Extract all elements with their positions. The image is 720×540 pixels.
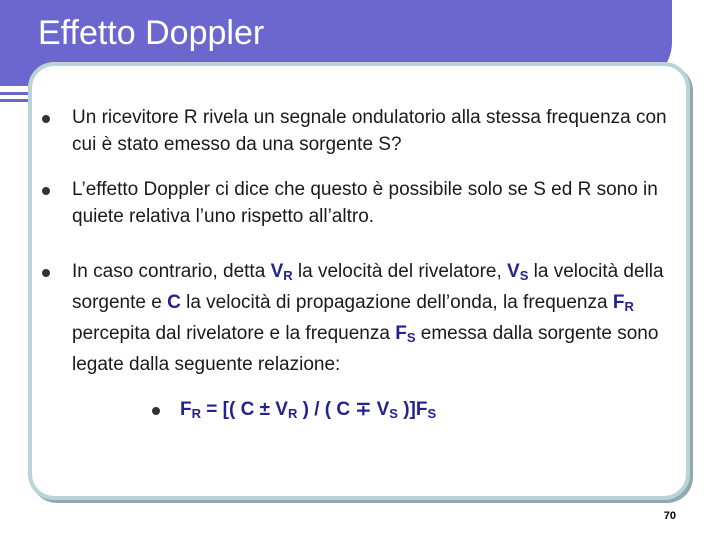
bullet-1-text: Un ricevitore R rivela un segnale ondulatorio alla stessa frequenza con cui è stato emesso da una sorgente S?: [72, 107, 667, 155]
bullet-3-text-6: emessa dalla sorgente sono legate dalla seguente relazione:: [72, 323, 659, 375]
bullet-3-text-3: la velocità della sorgente e: [72, 261, 664, 313]
bullet-dot-icon: [42, 115, 50, 123]
bullet-3-text-2: la velocità del rivelatore,: [292, 261, 508, 282]
bullet-3-text-1: In caso contrario, detta: [72, 261, 271, 282]
bullet-2: [42, 176, 682, 230]
symbol-c: C: [167, 292, 181, 313]
bullet-2-text: L’effetto Doppler ci dice che questo è possibile solo se S ed R sono in quiete relativa l’uno rispetto all’altro.: [72, 179, 658, 227]
symbol-fr: $F_R$: [612, 292, 634, 314]
symbol-vs: $V_S$: [507, 261, 529, 283]
bullet-3-text-4: la velocità di propagazione dell’onda, la frequenza: [180, 292, 613, 313]
bullet-dot-icon: [42, 187, 50, 195]
bullet-dot-icon: [42, 269, 50, 277]
slide-content: [42, 104, 682, 427]
page-number: 70: [663, 510, 676, 522]
bullet-1: [42, 104, 682, 158]
doppler-formula: $F_R$ = [( $C \pm V_R$ ) / ( $C \mp V_S$ )]$F_S$: [42, 396, 682, 427]
bullet-3: [42, 258, 682, 378]
bullet-dot-icon: [152, 407, 160, 415]
slide-title: Effetto Doppler: [38, 14, 265, 52]
bullet-3-text-5: percepita dal rivelatore e la frequenza: [72, 323, 396, 344]
symbol-vr: $V_R$: [270, 261, 293, 283]
symbol-fs: $F_S$: [395, 323, 416, 345]
